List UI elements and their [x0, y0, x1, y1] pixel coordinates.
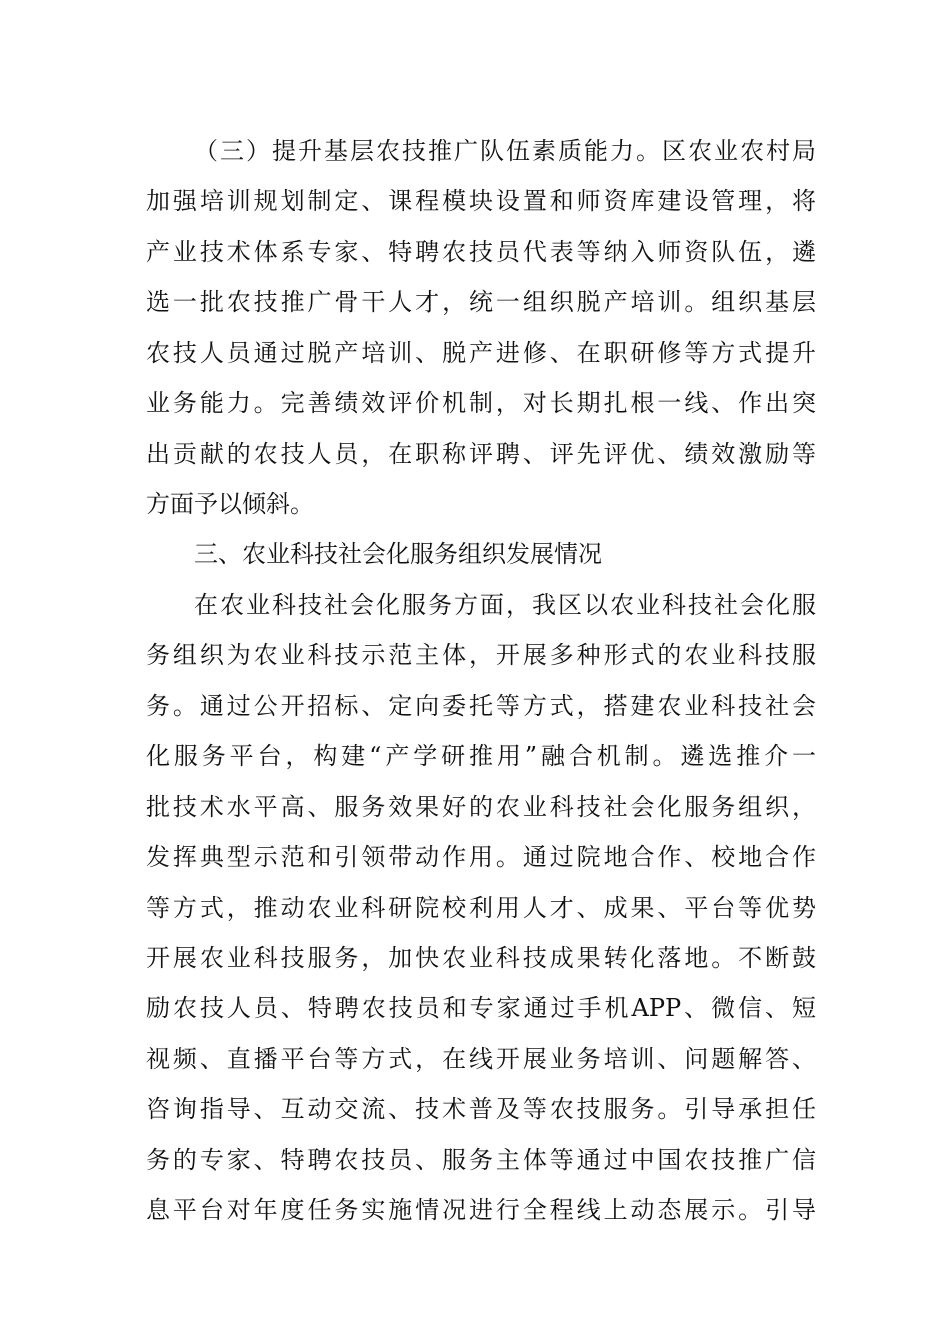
paragraph-1-line-7: 出贡献的农技人员，在职称评聘、评先评优、绩效激励等: [146, 440, 816, 468]
paragraph-2-line-3: 务。通过公开招标、定向委托等方式，搭建农业科技社会: [146, 692, 816, 720]
paragraph-2-line-11: 咨询指导、互动交流、技术普及等农技服务。引导承担任: [146, 1095, 816, 1123]
paragraph-2-line-6: 发挥典型示范和引领带动作用。通过院地合作、校地合作: [146, 843, 816, 871]
paragraph-2-line-4: 化服务平台，构建“产学研推用”融合机制。遴选推介一: [146, 742, 816, 770]
paragraph-2-line-1: 在农业科技社会化服务方面，我区以农业科技社会化服: [194, 591, 816, 619]
paragraph-2-line-12: 务的专家、特聘农技员、服务主体等通过中国农技推广信: [146, 1146, 816, 1174]
paragraph-1-line-3: 产业技术体系专家、特聘农技员代表等纳入师资队伍，遴: [146, 238, 816, 266]
paragraph-1-line-8: 方面予以倾斜。: [146, 490, 314, 518]
paragraph-2-line-8: 开展农业科技服务，加快农业科技成果转化落地。不断鼓: [146, 944, 816, 972]
paragraph-2-line-10: 视频、直播平台等方式，在线开展业务培训、问题解答、: [146, 1045, 816, 1073]
paragraph-1-line-5: 农技人员通过脱产培训、脱产进修、在职研修等方式提升: [146, 339, 816, 367]
paragraph-2-line-9: 励农技人员、特聘农技员和专家通过手机APP、微信、短: [146, 994, 816, 1022]
paragraph-2-line-2: 务组织为农业科技示范主体，开展多种形式的农业科技服: [146, 641, 816, 669]
section-heading: 三、农业科技社会化服务组织发展情况: [194, 540, 602, 568]
paragraph-1-line-6: 业务能力。完善绩效评价机制，对长期扎根一线、作出突: [146, 389, 816, 417]
paragraph-1-line-4: 选一批农技推广骨干人才，统一组织脱产培训。组织基层: [146, 288, 816, 316]
paragraph-1-line-2: 加强培训规划制定、课程模块设置和师资库建设管理，将: [146, 187, 816, 215]
paragraph-2-line-13: 息平台对年度任务实施情况进行全程线上动态展示。引导: [146, 1196, 816, 1224]
paragraph-2-line-7: 等方式，推动农业科研院校利用人才、成果、平台等优势: [146, 894, 816, 922]
paragraph-1-line-1: （三）提升基层农技推广队伍素质能力。区农业农村局: [194, 137, 816, 165]
paragraph-2-line-5: 批技术水平高、服务效果好的农业科技社会化服务组织，: [146, 793, 816, 821]
